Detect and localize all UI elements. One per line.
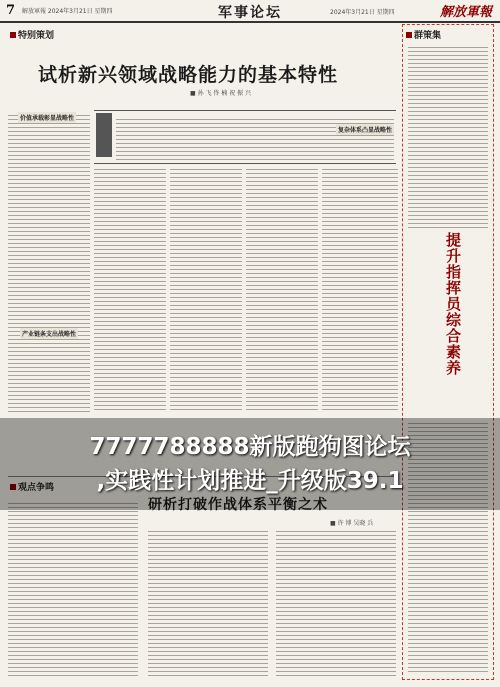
article-tag (10, 28, 54, 41)
paper-date-right: 2024年3月21日 星期四 (330, 9, 395, 16)
article-column-4 (246, 166, 318, 412)
lower-column-3 (276, 528, 396, 678)
page-number: 7 (6, 3, 16, 18)
subhead-3: 产业链条支出战略性 (20, 328, 78, 339)
sidebar-text-top (408, 44, 488, 228)
header-rule (0, 21, 500, 23)
page-header (0, 0, 500, 22)
overlay-title-line-2: ,实践性计划推进_升级版39.1 (96, 468, 404, 494)
article-column-3 (170, 166, 242, 412)
section-title: 军事论坛 (218, 5, 282, 21)
sidebar-tag-label: 群策集 (414, 31, 442, 41)
article-tag-label: 特别策划 (18, 31, 55, 41)
article-headline: 试析新兴领域战略能力的基本特性 (38, 64, 339, 86)
lower-article-byline: ■ 许 博 吴晓 兵 (330, 520, 374, 527)
tag-square-icon (406, 32, 412, 38)
subhead-2: 复杂体系凸显战略性 (336, 124, 394, 135)
lower-column-1 (8, 500, 138, 678)
masthead-logo: 解放軍報 (440, 5, 493, 20)
sidebar-tag (406, 28, 441, 41)
lower-column-2 (148, 528, 268, 678)
article-column-2 (94, 166, 166, 412)
article-column-1 (8, 112, 90, 412)
lower-article-headline: 研析打破作战体系平衡之术 (148, 497, 328, 513)
tag-square-icon (10, 32, 16, 38)
sidebar-vertical-title: 提升指挥员综合素养 (446, 231, 462, 377)
subhead-1: 价值承载彰显战略性 (18, 112, 76, 123)
paper-date-left: 解放軍報 2024年3月21日 星期四 (22, 8, 113, 15)
lower-article-tag-label: 观点争鸣 (18, 483, 55, 493)
lead-text-block (116, 116, 394, 160)
article-byline: ■ 孙 飞 佟 楠 祝 振 兴 (190, 90, 252, 97)
overlay-title-line-1: 7777788888新版跑狗图论坛 (89, 434, 411, 460)
article-column-5 (322, 166, 398, 412)
lead-marker (96, 113, 112, 157)
